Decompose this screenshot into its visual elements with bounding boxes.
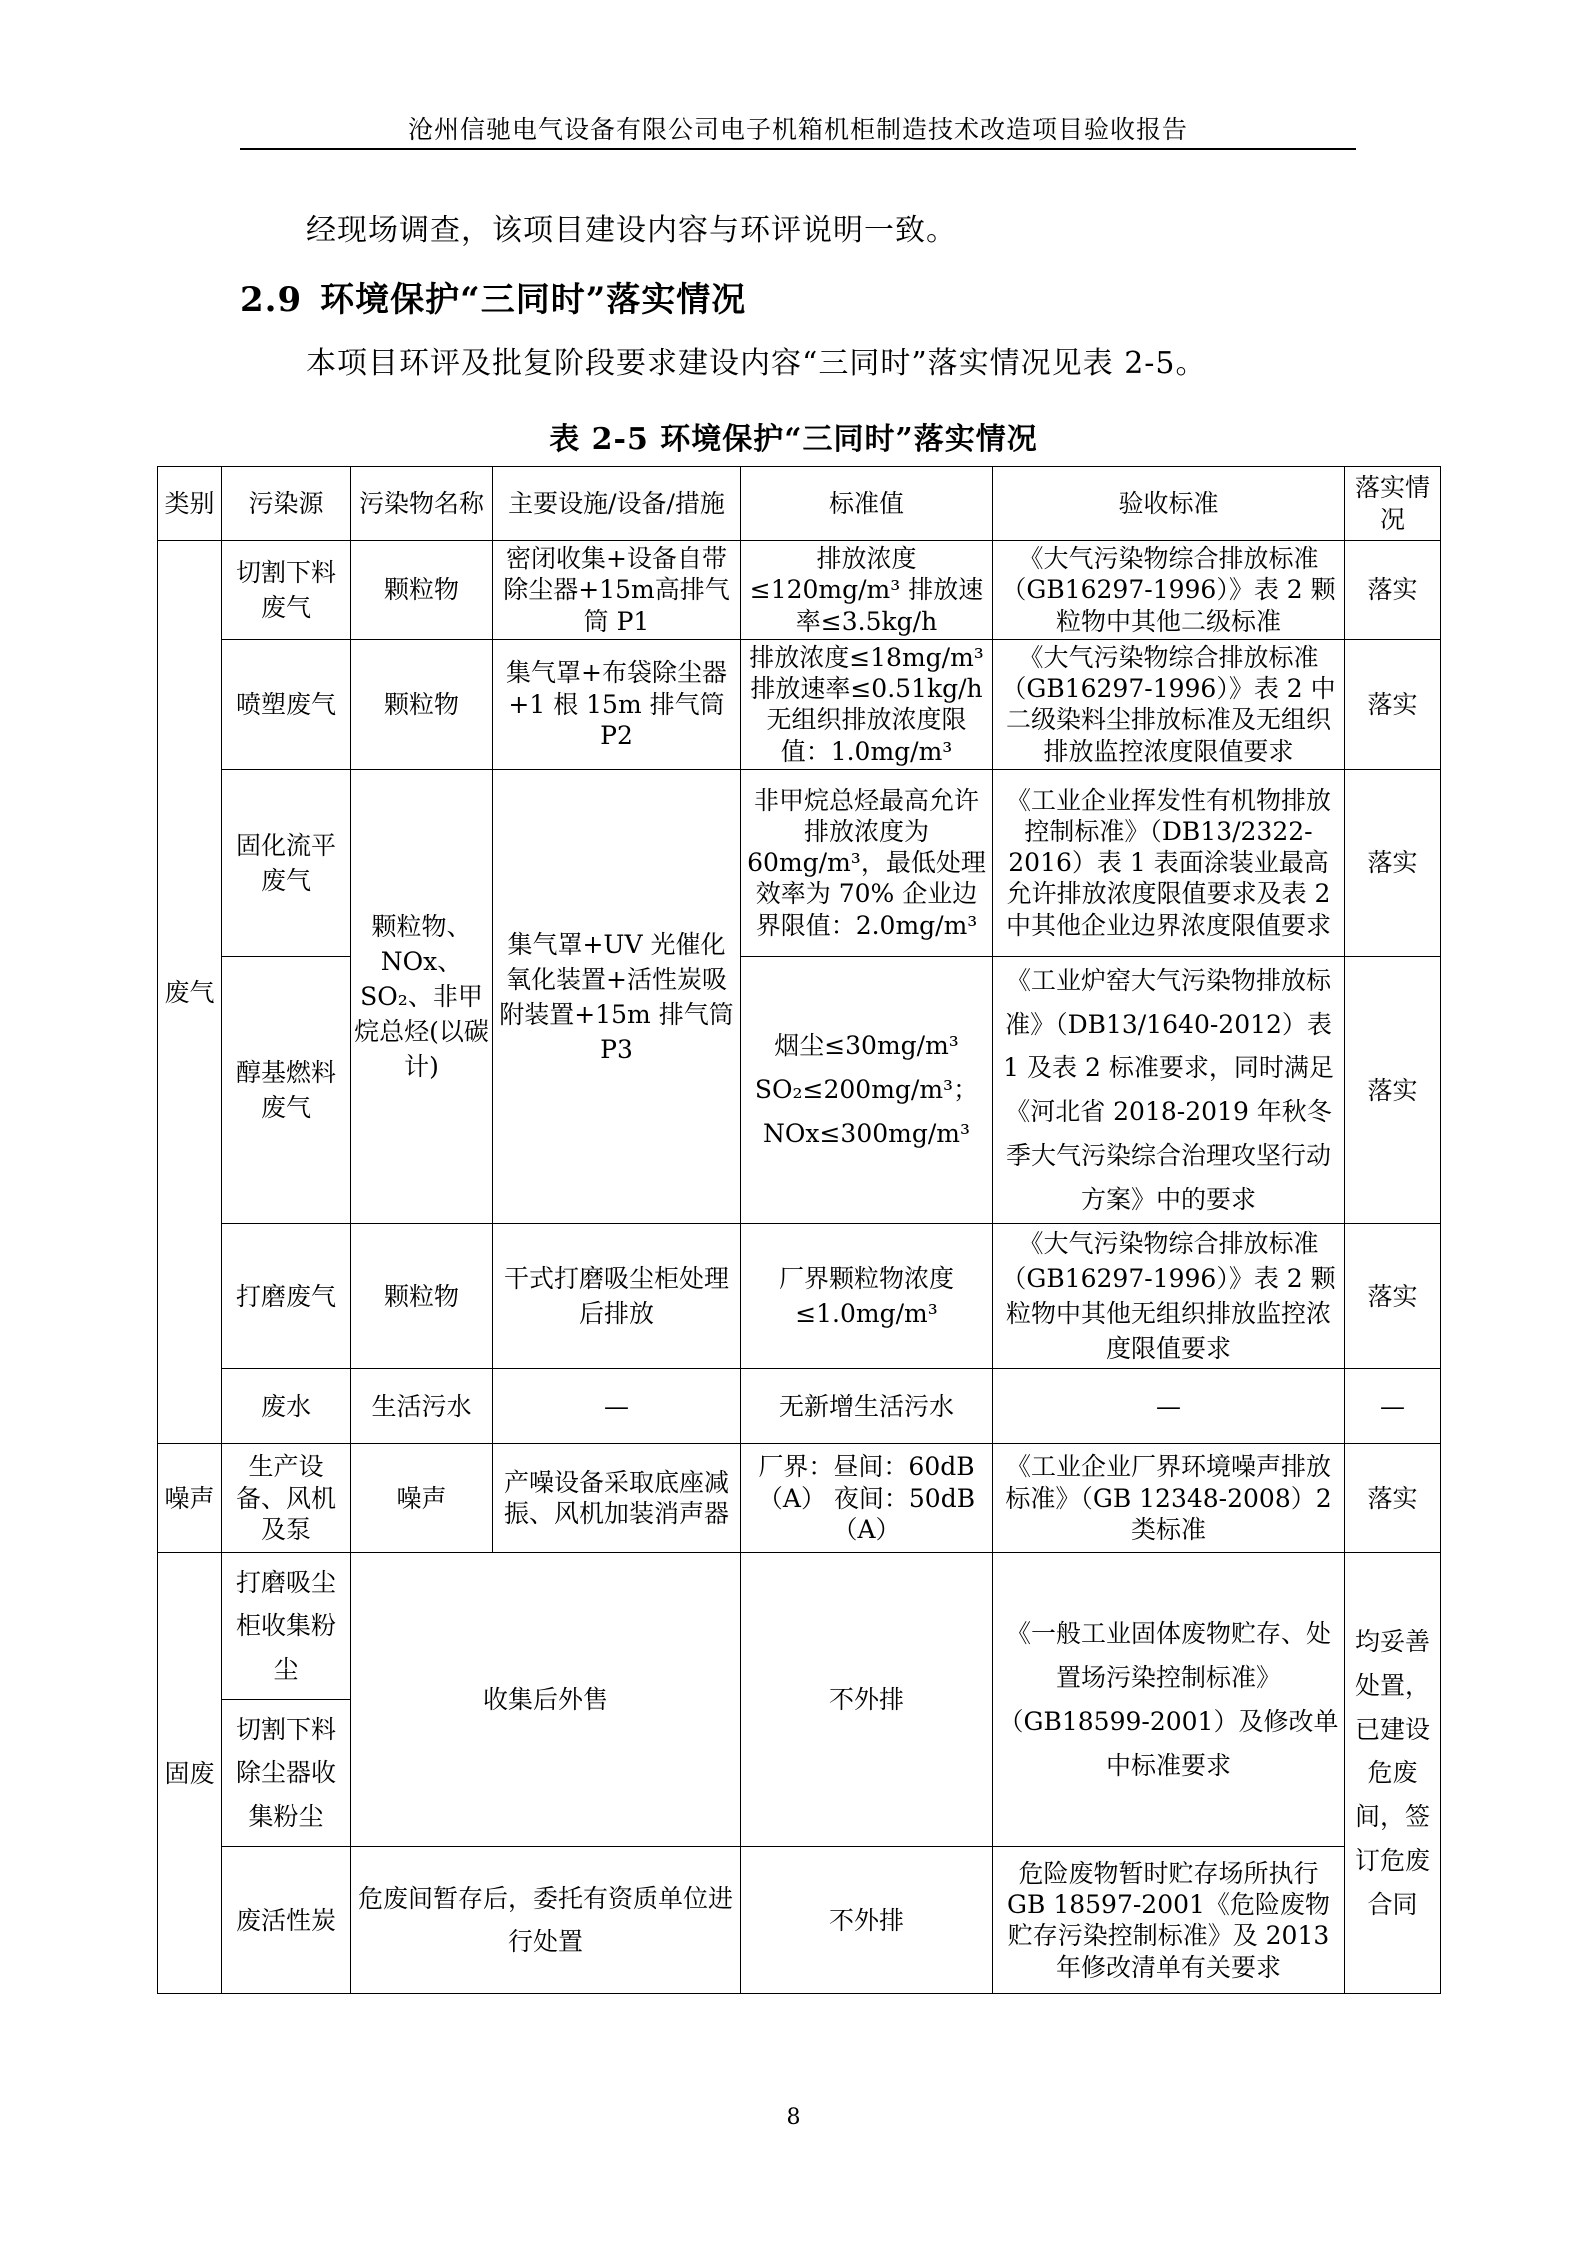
source-cell: 切割下料废气 [222, 541, 351, 640]
standard-value-cell: 烟尘≤30mg/m³ SO₂≤200mg/m³； NOx≤300mg/m³ [741, 956, 993, 1224]
category-cell: 固废 [158, 1553, 222, 1994]
col-header: 验收标准 [993, 467, 1345, 541]
table-row [158, 769, 1441, 956]
header-rule [240, 148, 1356, 150]
section-paragraph: 本项目环评及批复阶段要求建设内容“三同时”落实情况见表 2-5。 [306, 346, 1207, 381]
source-cell: 打磨废气 [222, 1224, 351, 1369]
standard-value-cell: 非甲烷总烃最高允许排放浓度为 60mg/m³，最低处理效率为 70% 企业边界限值：2.0mg/m³ [741, 769, 993, 956]
table-row [158, 1369, 1441, 1444]
category-cell: 废气 [158, 541, 222, 1444]
table-row [158, 639, 1441, 769]
source-cell: 喷塑废气 [222, 639, 351, 769]
col-header: 落实情况 [1345, 467, 1441, 541]
pollutant-cell: 颗粒物、NOx、SO₂、非甲烷总烃(以碳计) [351, 769, 493, 1224]
source-cell: 醇基燃料废气 [222, 956, 351, 1224]
acceptance-cell: 《大气污染物综合排放标准（GB16297-1996）》表 2 颗粒物中其他二级标准 [993, 541, 1345, 640]
pollutant-cell: 颗粒物 [351, 541, 493, 640]
measures-cell: 无新增生活污水 [741, 1369, 993, 1444]
table-header-row [158, 467, 1441, 541]
status-cell: 落实 [1345, 1444, 1441, 1553]
measures-cell: 收集后外售 [351, 1553, 741, 1847]
status-cell: 落实 [1345, 541, 1441, 640]
section-heading [240, 272, 746, 321]
intro-paragraph: 经现场调查，该项目建设内容与环评说明一致。 [306, 213, 957, 248]
measures-cell: 危废间暂存后，委托有资质单位进行处置 [351, 1847, 741, 1994]
standard-value-cell: 排放浓度≤120mg/m³ 排放速率≤3.5kg/h [741, 541, 993, 640]
measures-cell: 干式打磨吸尘柜处理后排放 [493, 1224, 741, 1369]
standard-value-cell: 厂界：昼间：60dB（A） 夜间：50dB（A） [741, 1444, 993, 1553]
col-header: 污染物名称 [351, 467, 493, 541]
measures-cell: 产噪设备采取底座减振、风机加装消声器 [493, 1444, 741, 1553]
measures-cell: 集气罩+UV 光催化氧化装置+活性炭吸附装置+15m 排气筒 P3 [493, 769, 741, 1224]
standard-value-cell: 排放浓度≤18mg/m³ 排放速率≤0.51kg/h 无组织排放浓度限值：1.0mg/m³ [741, 639, 993, 769]
col-header: 标准值 [741, 467, 993, 541]
col-header: 污染源 [222, 467, 351, 541]
acceptance-cell: 《工业企业挥发性有机物排放控制标准》（DB13/2322-2016）表 1 表面涂装业最高允许排放浓度限值要求及表 2 中其他企业边界浓度限值要求 [993, 769, 1345, 956]
col-header: 类别 [158, 467, 222, 541]
col-header: 主要设施/设备/措施 [493, 467, 741, 541]
source-cell: 打磨吸尘柜收集粉尘 [222, 1553, 351, 1700]
acceptance-cell: 《工业炉窑大气污染物排放标准》（DB13/1640-2012）表 1 及表 2 标准要求，同时满足《河北省 2018-2019 年秋冬季大气污染综合治理攻坚行动方案》中的要求 [993, 956, 1345, 1224]
acceptance-cell: 《大气污染物综合排放标准（GB16297-1996）》表 2 颗粒物中其他无组织排放监控浓度限值要求 [993, 1224, 1345, 1369]
standard-value-cell: 不外排 [741, 1553, 993, 1847]
source-cell: 废活性炭 [222, 1847, 351, 1994]
standard-value-cell: — [993, 1369, 1345, 1444]
source-cell: 生产设备、风机及泵 [222, 1444, 351, 1553]
acceptance-cell: 《工业企业厂界环境噪声排放标准》（GB 12348-2008）2 类标准 [993, 1444, 1345, 1553]
table-row [158, 541, 1441, 640]
standard-value-cell: 厂界颗粒物浓度≤1.0mg/m³ [741, 1224, 993, 1369]
measures-cell: 密闭收集+设备自带除尘器+15m高排气筒 P1 [493, 541, 741, 640]
category-cell: 废水 [222, 1369, 351, 1444]
table-row [158, 956, 1441, 1224]
three-simultaneous-table [157, 466, 1441, 1994]
category-cell: 噪声 [158, 1444, 222, 1553]
table-row [158, 1847, 1441, 1994]
section-number: 2.9 [240, 280, 303, 320]
table-row [158, 1553, 1441, 1700]
acceptance-cell: — [1345, 1369, 1441, 1444]
source-cell: 生活污水 [351, 1369, 493, 1444]
acceptance-cell: 危险废物暂时贮存场所执行 GB 18597-2001《危险废物贮存污染控制标准》及 2013 年修改清单有关要求 [993, 1847, 1345, 1994]
pollutant-cell: 颗粒物 [351, 639, 493, 769]
pollutant-cell: — [493, 1369, 741, 1444]
source-cell: 固化流平废气 [222, 769, 351, 956]
source-cell: 切割下料除尘器收集粉尘 [222, 1700, 351, 1847]
running-header: 沧州信驰电气设备有限公司电子机箱机柜制造技术改造项目验收报告 [407, 115, 1188, 144]
acceptance-cell: 《一般工业固体废物贮存、处置场污染控制标准》（GB18599-2001）及修改单中标准要求 [993, 1553, 1345, 1847]
measures-cell: 集气罩+布袋除尘器+1 根 15m 排气筒 P2 [493, 639, 741, 769]
table-row [158, 1224, 1441, 1369]
page-number: 8 [786, 2105, 801, 2130]
standard-value-cell: 不外排 [741, 1847, 993, 1994]
status-cell: 落实 [1345, 1224, 1441, 1369]
table-row [158, 1444, 1441, 1553]
pollutant-cell: 噪声 [351, 1444, 493, 1553]
status-cell: 落实 [1345, 956, 1441, 1224]
section-title: 环境保护“三同时”落实情况 [320, 280, 747, 320]
acceptance-cell: 《大气污染物综合排放标准（GB16297-1996）》表 2 中二级染料尘排放标准及无组织排放监控浓度限值要求 [993, 639, 1345, 769]
status-cell: 落实 [1345, 639, 1441, 769]
pollutant-cell: 颗粒物 [351, 1224, 493, 1369]
status-cell: 落实 [1345, 769, 1441, 956]
status-cell: 均妥善处置，已建设危废间，签订危废合同 [1345, 1553, 1441, 1994]
table-caption: 表 2-5 环境保护“三同时”落实情况 [549, 422, 1038, 457]
